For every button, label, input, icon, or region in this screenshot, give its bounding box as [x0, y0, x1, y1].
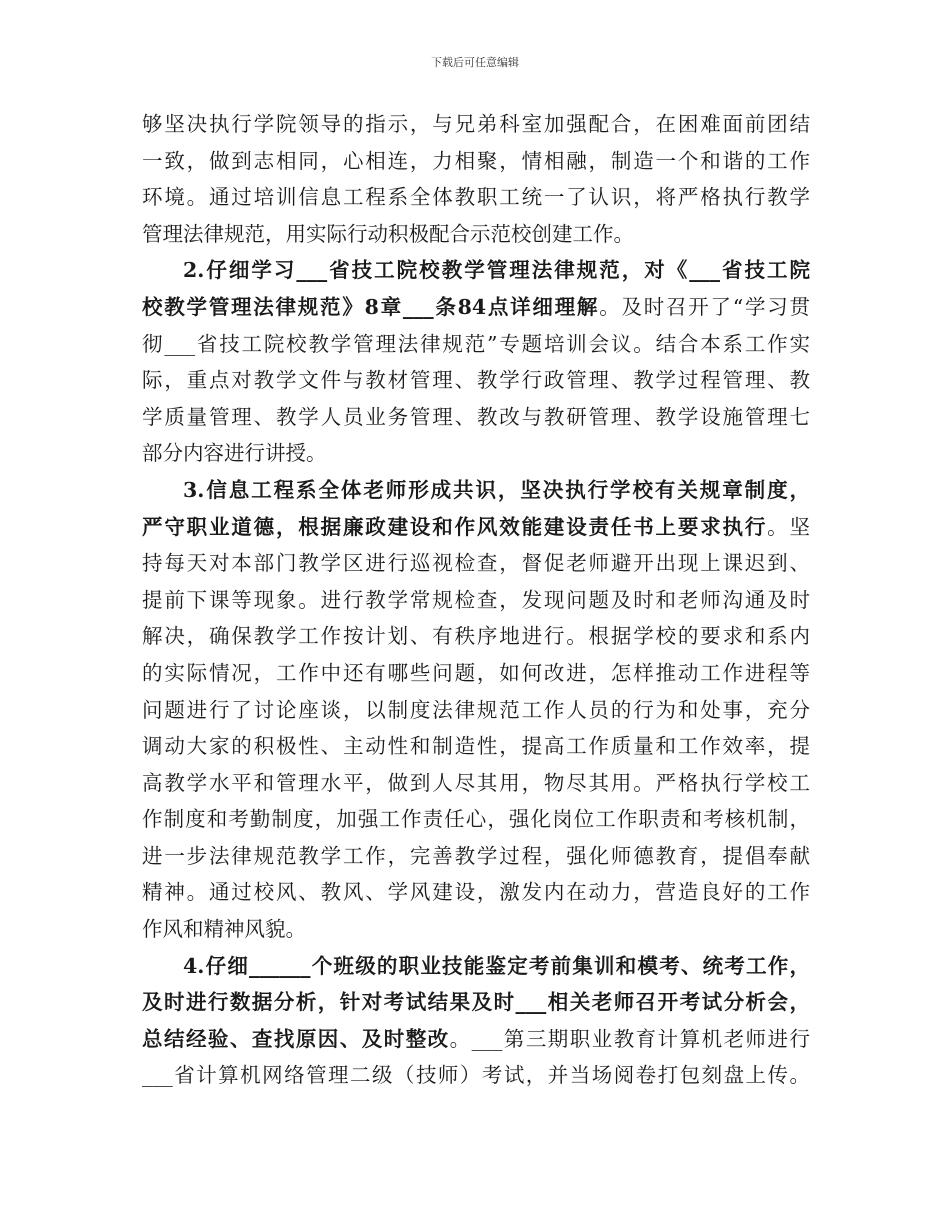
- text-line: [142, 362, 810, 399]
- text-run: 精神。通过校风、教风、学风建设，激发内在动力，营造良好的工作: [142, 880, 810, 905]
- text-run: 的实际情况，工作中还有哪些问题，如何改进，怎样推动工作进程等: [142, 660, 810, 685]
- text-run: 际，重点对教学文件与教材管理、教学行政管理、教学过程管理、教: [142, 368, 810, 393]
- text-run: 学质量管理、教学人员业务管理、教改与教研管理、教学设施管理七: [142, 404, 810, 429]
- text-line: [142, 545, 810, 582]
- text-line: [142, 399, 810, 436]
- text-line: [142, 143, 810, 180]
- bold-heading-run: 4.仔细______个班级的职业技能鉴定考前集训和模考、统考工作，: [183, 953, 810, 978]
- text-line: [142, 692, 810, 729]
- text-line: [142, 106, 810, 143]
- text-line: [142, 509, 810, 546]
- text-run: 问题进行了讨论座谈，以制度法律规范工作人员的行为和处事，充分: [142, 697, 810, 722]
- text-run: 提前下课等现象。进行教学常规检查，发现问题及时和老师沟通及时: [142, 587, 810, 612]
- text-line: [142, 326, 810, 363]
- text-line: [142, 472, 810, 509]
- text-line: [142, 1057, 810, 1094]
- bold-heading-run: 2.仔细学习___省技工院校教学管理法律规范，对《___省技工院: [183, 258, 810, 283]
- text-run: 高教学水平和管理水平，做到人尽其用，物尽其用。严格执行学校工: [142, 770, 810, 795]
- text-run: 作制度和考勤制度，加强工作责任心，强化岗位工作职责和考核机制，: [142, 807, 810, 832]
- text-run: 管理法律规范，用实际行动积极配合示范校创建工作。: [142, 221, 634, 246]
- text-line: [142, 655, 810, 692]
- text-run: 够坚决执行学院领导的指示，与兄弟科室加强配合，在困难面前团结: [142, 112, 810, 136]
- bold-heading-run: 及时进行数据分析，针对考试结果及时___相关老师召开考试分析会，: [142, 990, 810, 1015]
- text-run: 作风和精神风貌。: [142, 917, 306, 942]
- text-line: [142, 289, 810, 326]
- text-line: [142, 618, 810, 655]
- text-line: [142, 1021, 810, 1058]
- text-line: [142, 801, 810, 838]
- bold-heading-run: 总结经验、查找原因、及时整改: [142, 1026, 450, 1051]
- text-line: [142, 252, 810, 289]
- text-run: ___省计算机网络管理二级（技师）考试，并当场阅卷打包刻盘上传。: [142, 1063, 810, 1088]
- text-line: [142, 874, 810, 911]
- text-line: [142, 911, 810, 948]
- document-body: [142, 106, 810, 1094]
- text-run: 部分内容进行讲授。: [142, 441, 327, 466]
- text-line: [142, 728, 810, 765]
- text-run: 。___第三期职业教育计算机老师进行: [449, 1026, 811, 1051]
- page-header: 下载后可任意编辑: [431, 56, 519, 69]
- text-run: 。坚: [767, 514, 810, 539]
- bold-heading-run: 严守职业道德，根据廉政建设和作风效能建设责任书上要求执行: [142, 514, 768, 539]
- text-run: 进一步法律规范教学工作，完善教学过程，强化师德教育，提倡奉献: [142, 843, 810, 868]
- text-run: 环境。通过培训信息工程系全体教职工统一了认识，将严格执行教学: [142, 185, 810, 210]
- text-line: [142, 582, 810, 619]
- text-run: 调动大家的积极性、主动性和制造性，提高工作质量和工作效率，提: [142, 734, 810, 759]
- text-line: [142, 838, 810, 875]
- text-run: 。及时召开了“学习贯: [599, 294, 811, 319]
- text-run: 一致，做到志相同，心相连，力相聚，情相融，制造一个和谐的工作: [142, 148, 810, 173]
- text-line: [142, 765, 810, 802]
- bold-heading-run: 3.信息工程系全体老师形成共识，坚决执行学校有关规章制度，: [183, 477, 810, 502]
- bold-heading-run: 校教学管理法律规范》8章___条84点详细理解: [142, 294, 600, 319]
- text-line: [142, 216, 810, 253]
- text-run: 彻___省技工院校教学管理法律规范”专题培训会议。结合本系工作实: [142, 331, 810, 356]
- text-line: [142, 435, 810, 472]
- text-line: [142, 984, 810, 1021]
- text-run: 解决，确保教学工作按计划、有秩序地进行。根据学校的要求和系内: [142, 624, 810, 649]
- text-run: 持每天对本部门教学区进行巡视检查，督促老师避开出现上课迟到、: [142, 551, 810, 576]
- text-line: [142, 179, 810, 216]
- text-line: [142, 948, 810, 985]
